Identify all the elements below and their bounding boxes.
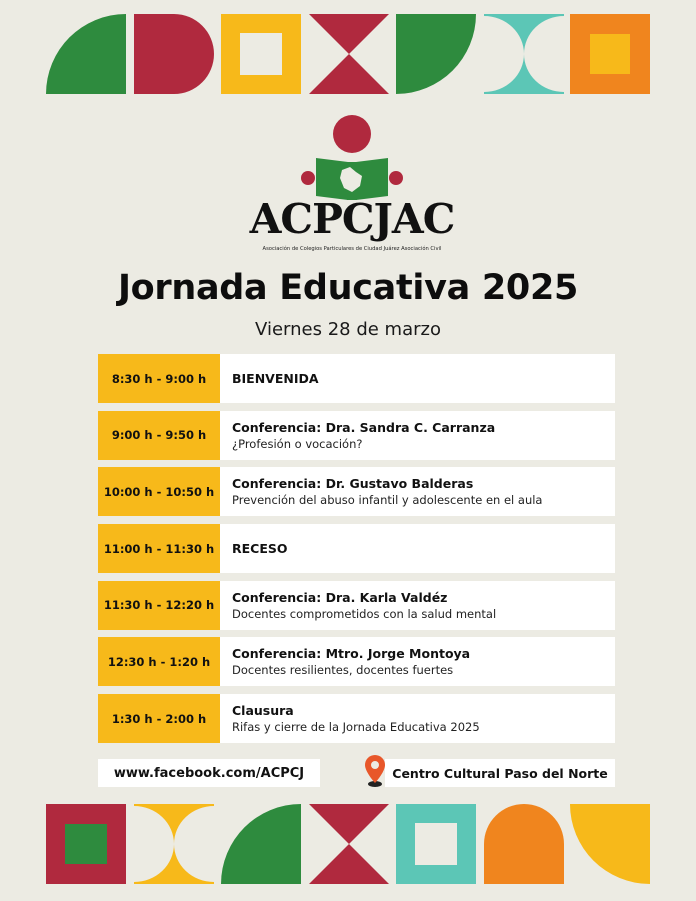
schedule-time: 10:00 h - 10:50 h <box>98 467 220 516</box>
yellow-leaf-shape <box>570 804 650 884</box>
schedule-description: Prevención del abuso infantil y adolescente en el aula <box>232 493 543 508</box>
green-quarter-shape <box>221 804 301 884</box>
venue-label: Centro Cultural Paso del Norte <box>385 759 615 787</box>
schedule-row <box>98 694 615 743</box>
schedule-time: 12:30 h - 1:20 h <box>98 637 220 686</box>
orange-dome-shape <box>484 804 564 884</box>
schedule-row <box>98 581 615 630</box>
schedule-time: 8:30 h - 9:00 h <box>98 354 220 403</box>
logo-wordmark: ACPCJAC <box>249 195 455 243</box>
schedule-info <box>220 354 615 403</box>
schedule-time: 11:30 h - 12:20 h <box>98 581 220 630</box>
teal-arc-bottom <box>484 54 564 94</box>
schedule-row <box>98 354 615 403</box>
schedule-time: 9:00 h - 9:50 h <box>98 411 220 460</box>
reading-figure-icon <box>232 112 472 202</box>
green-quarter-shape <box>46 14 126 94</box>
schedule-title: Conferencia: Mtro. Jorge Montoya <box>232 646 471 662</box>
schedule-description: ¿Profesión o vocación? <box>232 436 363 451</box>
red-triangle-top <box>309 804 389 844</box>
red-triangle-bottom <box>309 844 389 884</box>
event-title: Jornada Educativa 2025 <box>117 268 579 308</box>
schedule-info <box>220 524 615 573</box>
schedule-info <box>220 467 615 516</box>
schedule-title: Conferencia: Dr. Gustavo Balderas <box>232 476 474 492</box>
schedule-list <box>98 354 615 751</box>
schedule-time: 1:30 h - 2:00 h <box>98 694 220 743</box>
yellow-arc-bottom <box>134 844 214 884</box>
red-triangle-top <box>309 14 389 54</box>
facebook-link[interactable]: www.facebook.com/ACPCJ <box>98 759 320 787</box>
schedule-title: Clausura <box>232 703 294 719</box>
location-pin-icon <box>364 754 386 788</box>
schedule-description: Docentes resilientes, docentes fuertes <box>232 663 454 678</box>
bottom-decorative-band <box>0 800 696 901</box>
schedule-info <box>220 694 615 743</box>
schedule-info <box>220 581 615 630</box>
schedule-title: Conferencia: Dra. Sandra C. Carranza <box>232 419 496 435</box>
schedule-row <box>98 524 615 573</box>
schedule-description: Rifas y cierre de la Jornada Educativa 2025 <box>232 720 480 735</box>
schedule-row <box>98 467 615 516</box>
schedule-title: BIENVENIDA <box>232 371 319 386</box>
top-decorative-band <box>0 0 696 100</box>
schedule-time: 11:00 h - 11:30 h <box>98 524 220 573</box>
schedule-info <box>220 411 615 460</box>
schedule-row <box>98 637 615 686</box>
schedule-row <box>98 411 615 460</box>
schedule-title: Conferencia: Dra. Karla Valdéz <box>232 589 448 605</box>
yellow-arc-top <box>134 804 214 844</box>
logo-subtitle: Asociación de Colegios Particulares de Ciudad Juárez Asociación Civil <box>262 246 442 252</box>
acpcjac-logo <box>232 112 472 260</box>
red-triangle-bottom <box>309 54 389 94</box>
event-date: Viernes 28 de marzo <box>255 319 441 340</box>
schedule-description: Docentes comprometidos con la salud mental <box>232 606 497 621</box>
red-half-circle-shape <box>134 14 214 94</box>
schedule-title: RECESO <box>232 541 288 557</box>
schedule-info <box>220 637 615 686</box>
teal-arc-top <box>484 14 564 54</box>
green-leaf-shape <box>396 14 476 94</box>
